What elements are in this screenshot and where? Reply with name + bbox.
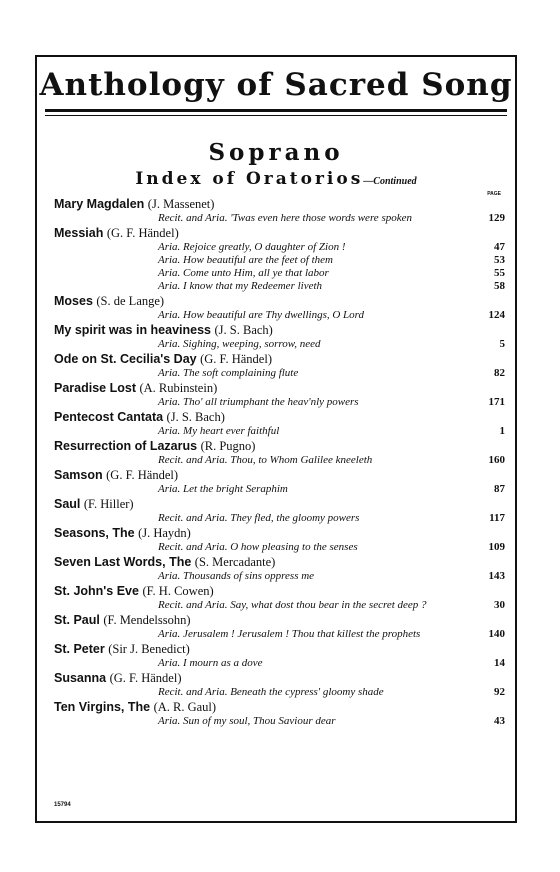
index-entry	[54, 352, 505, 380]
oratorio-title: Pentecost Cantata	[54, 410, 164, 424]
composer-name: (G. F. Händel)	[200, 352, 272, 366]
aria-row	[158, 483, 505, 496]
index-entry	[54, 700, 505, 728]
aria-row	[158, 338, 505, 351]
aria-row	[158, 212, 505, 225]
entry-heading	[54, 642, 505, 657]
page-number: 5	[499, 338, 505, 350]
aria-title: Aria. Let the bright Seraphim	[158, 483, 288, 495]
continued-label: —Continued	[363, 176, 417, 187]
oratorio-title: Susanna	[54, 671, 107, 685]
page-number: 82	[494, 367, 505, 379]
oratorio-title: Samson	[54, 468, 103, 482]
page-number: 1	[499, 425, 505, 437]
entry-heading	[54, 671, 505, 686]
composer-name: (R. Pugno)	[200, 439, 256, 453]
aria-row	[158, 254, 505, 267]
index-entry	[54, 197, 505, 225]
aria-title: Aria. How beautiful are the feet of them	[158, 254, 333, 266]
index-entry	[54, 642, 505, 670]
index-entry	[54, 439, 505, 467]
oratorio-title: Mary Magdalen	[54, 197, 145, 211]
aria-title: Recit. and Aria. They fled, the gloomy powers	[158, 512, 360, 524]
page-column-label: PAGE	[487, 191, 501, 197]
page-number: 47	[494, 241, 505, 253]
aria-title: Aria. The soft complaining flute	[158, 367, 299, 379]
entry-heading	[54, 468, 505, 483]
page-number: 109	[488, 541, 505, 553]
aria-title: Aria. How beautiful are Thy dwellings, O Lord	[158, 309, 365, 321]
oratorio-title: Seven Last Words, The	[54, 555, 192, 569]
oratorio-index-list	[54, 197, 505, 729]
page-number: 117	[489, 512, 505, 524]
aria-title: Aria. Jerusalem ! Jerusalem ! Thou that killest the prophets	[158, 628, 421, 640]
index-entry	[54, 226, 505, 293]
composer-name: (G. F. Händel)	[109, 671, 182, 685]
index-entry	[54, 497, 505, 525]
index-entry	[54, 381, 505, 409]
aria-row	[158, 715, 505, 728]
aria-title: Aria. Thousands of sins oppress me	[158, 570, 315, 582]
page-number: 143	[488, 570, 505, 582]
index-entry	[54, 323, 505, 351]
composer-name: (J. S. Bach)	[166, 410, 225, 424]
index-entry	[54, 294, 505, 322]
entry-heading	[54, 700, 505, 715]
voice-heading: Soprano	[208, 139, 344, 166]
aria-title: Aria. Rejoice greatly, O daughter of Zion !	[158, 241, 346, 253]
title-rule-thin	[45, 115, 507, 116]
entry-heading	[54, 526, 505, 541]
composer-name: (F. Mendelssohn)	[103, 613, 191, 627]
plate-number: 15794	[54, 802, 71, 808]
aria-row	[158, 367, 505, 380]
oratorio-title: Ten Virgins, The	[54, 700, 151, 714]
composer-name: (J. S. Bach)	[214, 323, 273, 337]
entry-heading	[54, 613, 505, 628]
oratorio-title: Ode on St. Cecilia's Day	[54, 352, 197, 366]
composer-name: (G. F. Händel)	[106, 468, 179, 482]
page-number: 171	[488, 396, 505, 408]
entry-heading	[54, 497, 505, 512]
index-entry	[54, 410, 505, 438]
page-number: 43	[494, 715, 505, 727]
entry-heading	[54, 226, 505, 241]
aria-row	[158, 454, 505, 467]
composer-name: (Sir J. Benedict)	[108, 642, 190, 656]
aria-title: Aria. Come unto Him, all ye that labor	[158, 267, 329, 279]
composer-name: (F. H. Cowen)	[142, 584, 214, 598]
page-number: 160	[488, 454, 505, 466]
aria-row	[158, 657, 505, 670]
page-number: 87	[494, 483, 505, 495]
aria-row	[158, 570, 505, 583]
page-number: 124	[488, 309, 505, 321]
index-entry	[54, 468, 505, 496]
entry-heading	[54, 323, 505, 338]
entry-heading	[54, 584, 505, 599]
composer-name: (J. Massenet)	[147, 197, 215, 211]
aria-row	[158, 541, 505, 554]
oratorio-title: St. Paul	[54, 613, 100, 627]
page-number: 30	[494, 599, 505, 611]
composer-name: (J. Haydn)	[138, 526, 191, 540]
index-heading	[37, 169, 515, 189]
entry-heading	[54, 410, 505, 425]
page-number: 140	[488, 628, 505, 640]
index-title: Index of Oratorios	[135, 169, 364, 189]
index-entry	[54, 584, 505, 612]
aria-row	[158, 309, 505, 322]
page-number: 92	[494, 686, 505, 698]
aria-title: Recit. and Aria. 'Twas even here those words were spoken	[158, 212, 412, 224]
entry-heading	[54, 294, 505, 309]
composer-name: (A. R. Gaul)	[153, 700, 217, 714]
aria-row	[158, 267, 505, 280]
aria-title: Aria. I mourn as a dove	[158, 657, 263, 669]
aria-row	[158, 628, 505, 641]
page-frame	[35, 55, 517, 823]
aria-title: Aria. Tho' all triumphant the heav'nly powers	[158, 396, 359, 408]
page-number: 129	[488, 212, 505, 224]
index-entry	[54, 555, 505, 583]
composer-name: (S. Mercadante)	[194, 555, 276, 569]
oratorio-title: Paradise Lost	[54, 381, 136, 395]
index-entry	[54, 526, 505, 554]
title-rule-thick	[45, 109, 507, 112]
oratorio-title: Messiah	[54, 226, 104, 240]
index-entry	[54, 613, 505, 641]
aria-row	[158, 599, 505, 612]
composer-name: (F. Hiller)	[83, 497, 134, 511]
aria-title: Recit. and Aria. O how pleasing to the senses	[158, 541, 358, 553]
aria-title: Aria. My heart ever faithful	[158, 425, 280, 437]
oratorio-title: Seasons, The	[54, 526, 135, 540]
oratorio-title: Moses	[54, 294, 93, 308]
page-number: 14	[494, 657, 505, 669]
page-number: 53	[494, 254, 505, 266]
aria-row	[158, 280, 505, 293]
page-number: 55	[494, 267, 505, 279]
aria-title: Aria. Sun of my soul, Thou Saviour dear	[158, 715, 336, 727]
composer-name: (S. de Lange)	[96, 294, 165, 308]
book-title: Anthology of Sacred Song	[39, 67, 513, 103]
oratorio-title: Saul	[54, 497, 81, 511]
aria-row	[158, 425, 505, 438]
aria-title: Recit. and Aria. Say, what dost thou bear in the secret deep ?	[158, 599, 427, 611]
aria-row	[158, 396, 505, 409]
aria-title: Aria. I know that my Redeemer liveth	[158, 280, 323, 292]
oratorio-title: Resurrection of Lazarus	[54, 439, 198, 453]
oratorio-title: My spirit was in heaviness	[54, 323, 212, 337]
aria-title: Recit. and Aria. Thou, to Whom Galilee kneeleth	[158, 454, 373, 466]
composer-name: (A. Rubinstein)	[139, 381, 218, 395]
entry-heading	[54, 352, 505, 367]
index-entry	[54, 671, 505, 699]
entry-heading	[54, 439, 505, 454]
entry-heading	[54, 381, 505, 396]
aria-title: Recit. and Aria. Beneath the cypress' gloomy shade	[158, 686, 384, 698]
entry-heading	[54, 197, 505, 212]
aria-row	[158, 241, 505, 254]
aria-row	[158, 686, 505, 699]
entry-heading	[54, 555, 505, 570]
aria-title: Aria. Sighing, weeping, sorrow, need	[158, 338, 321, 350]
aria-row	[158, 512, 505, 525]
composer-name: (G. F. Händel)	[106, 226, 179, 240]
page-number: 58	[494, 280, 505, 292]
oratorio-title: St. John's Eve	[54, 584, 139, 598]
oratorio-title: St. Peter	[54, 642, 105, 656]
